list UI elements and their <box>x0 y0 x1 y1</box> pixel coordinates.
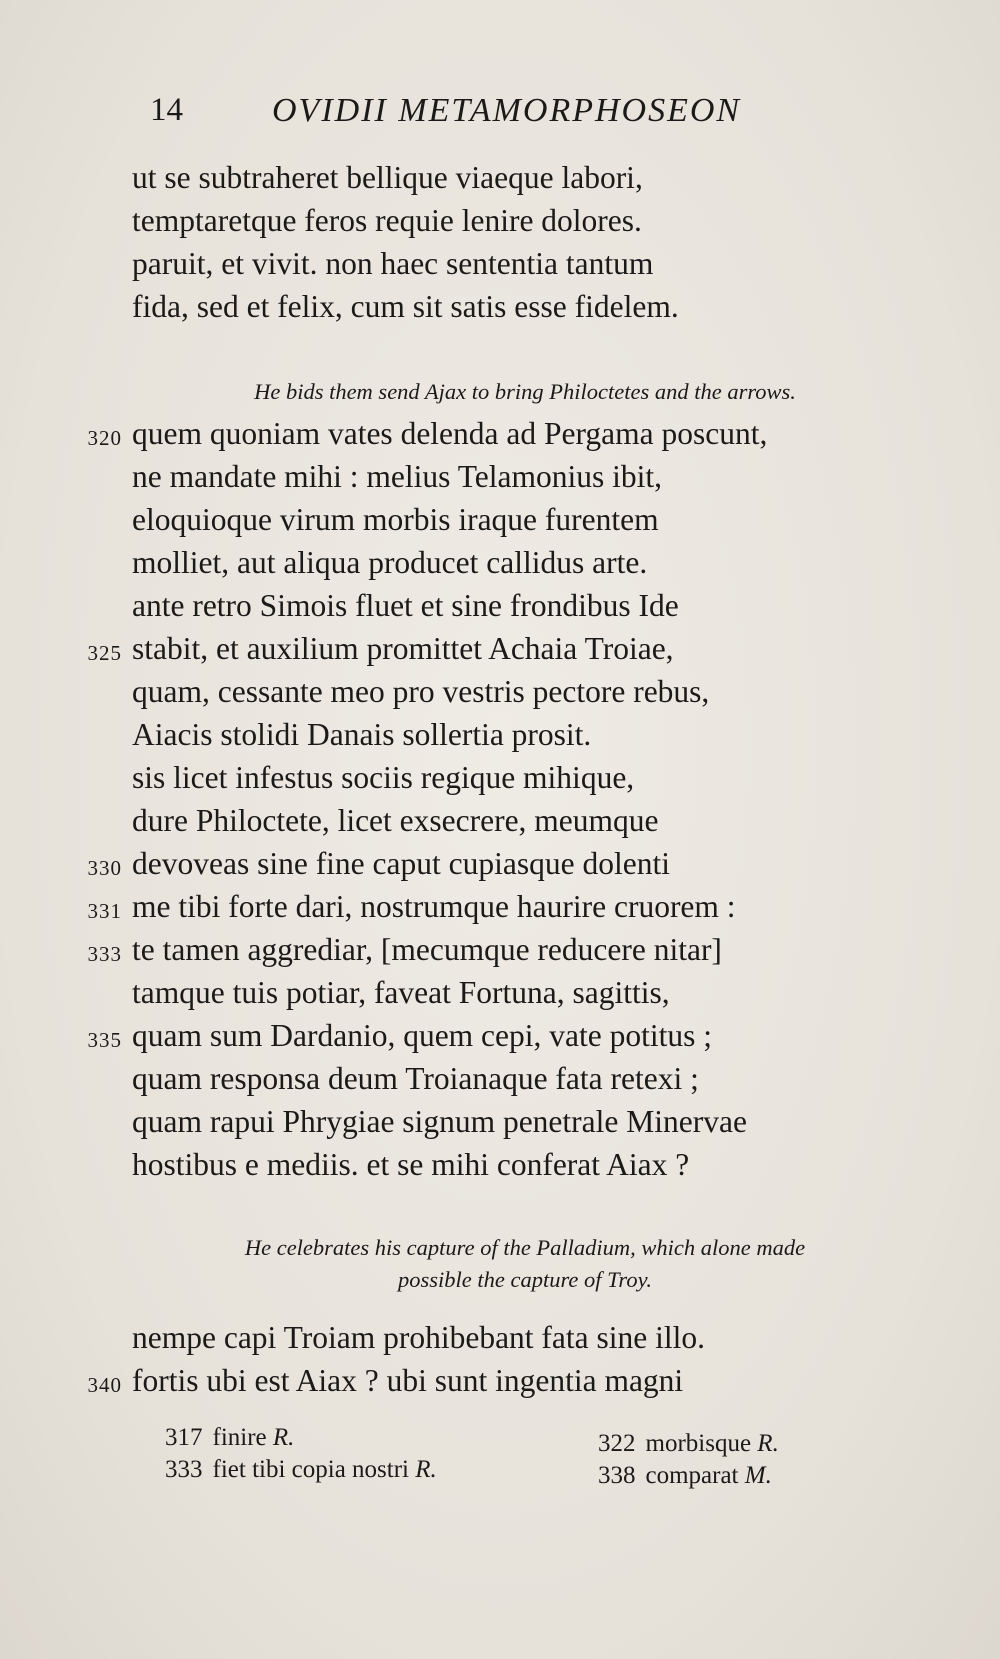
verse-line <box>0 803 1000 846</box>
footnote-number: 333 <box>165 1456 203 1483</box>
verse-line <box>0 246 1000 289</box>
verse-line <box>0 760 1000 803</box>
verse-text: eloquioque virum morbis iraque furentem <box>132 502 659 537</box>
line-number: 331 <box>87 899 122 923</box>
verse-text: ante retro Simois fluet et sine frondibus Ide <box>132 588 679 623</box>
argument-heading-2 <box>120 1232 930 1296</box>
verse-text: stabit, et auxilium promittet Achaia Troiae, <box>132 631 674 666</box>
verse-text: tamque tuis potiar, faveat Fortuna, sagittis, <box>132 975 670 1010</box>
verse-text: quam, cessante meo pro vestris pectore rebus, <box>132 674 710 709</box>
footnote-text: fiet tibi copia nostri <box>212 1456 416 1483</box>
verse-text: nempe capi Troiam prohibebant fata sine illo. <box>132 1320 705 1355</box>
footnote-siglum: R. <box>415 1456 437 1483</box>
line-number: 320 <box>87 426 122 450</box>
argument-heading-2-line1: He celebrates his capture of the Palladium, which alone made <box>244 1235 806 1260</box>
footnote-number: 317 <box>165 1424 203 1451</box>
footnote-text: morbisque <box>645 1430 758 1457</box>
verse-text: me tibi forte dari, nostrumque haurire cruorem : <box>132 889 736 924</box>
verse-line <box>0 975 1000 1018</box>
line-number: 335 <box>87 1028 122 1052</box>
verse-text: Aiacis stolidi Danais sollertia prosit. <box>132 717 592 752</box>
verse-block-2 <box>0 416 1000 1190</box>
verse-line <box>0 932 1000 975</box>
verse-line <box>0 631 1000 674</box>
verse-line <box>0 717 1000 760</box>
footnote-text: comparat <box>645 1462 745 1489</box>
verse-text: hostibus e mediis. et se mihi conferat Aiax ? <box>132 1147 690 1182</box>
verse-text: dure Philoctete, licet exsecrere, meumque <box>132 803 659 838</box>
verse-line <box>0 1018 1000 1061</box>
line-number: 333 <box>87 942 122 966</box>
verse-line <box>0 1320 1000 1363</box>
verse-line <box>0 1147 1000 1190</box>
verse-line <box>0 545 1000 588</box>
footnote-number: 338 <box>598 1462 636 1489</box>
line-number: 325 <box>87 641 122 665</box>
footnote-text: finire <box>212 1424 273 1451</box>
footnote <box>165 1456 437 1484</box>
verse-line <box>0 1104 1000 1147</box>
verse-text: devoveas sine fine caput cupiasque dolenti <box>132 846 670 881</box>
verse-line <box>0 289 1000 332</box>
footnote <box>165 1424 294 1452</box>
footnote-siglum: R. <box>272 1424 295 1451</box>
page-number: 14 <box>150 92 183 128</box>
verse-line <box>0 160 1000 203</box>
verse-text: ut se subtraheret bellique viaeque labori, <box>132 160 643 195</box>
verse-line <box>0 416 1000 459</box>
verse-text: molliet, aut aliqua producet callidus arte. <box>132 545 648 580</box>
verse-line <box>0 674 1000 717</box>
footnote-siglum: R. <box>757 1430 779 1457</box>
argument-heading-2-line2: possible the capture of Troy. <box>398 1267 652 1292</box>
verse-text: fortis ubi est Aiax ? ubi sunt ingentia magni <box>132 1363 684 1398</box>
verse-text: ne mandate mihi : melius Telamonius ibit, <box>132 459 663 494</box>
verse-text: paruit, et vivit. non haec sententia tantum <box>132 246 654 281</box>
verse-text: sis licet infestus sociis regique mihique, <box>132 760 635 795</box>
verse-block-3 <box>0 1320 1000 1406</box>
verse-line <box>0 588 1000 631</box>
verse-line <box>0 1061 1000 1104</box>
verse-text: quem quoniam vates delenda ad Pergama poscunt, <box>132 416 768 451</box>
verse-line <box>0 459 1000 502</box>
verse-text: quam sum Dardanio, quem cepi, vate potitus ; <box>132 1018 712 1053</box>
argument-heading-1: He bids them send Ajax to bring Philoctetes and the arrows. <box>254 379 796 404</box>
verse-line <box>0 889 1000 932</box>
verse-block-1 <box>0 160 1000 332</box>
page-header <box>150 92 850 140</box>
verse-text: quam rapui Phrygiae signum penetrale Minervae <box>132 1104 747 1139</box>
verse-text: quam responsa deum Troianaque fata retexi ; <box>132 1061 699 1096</box>
verse-line <box>0 502 1000 545</box>
verse-text: te tamen aggrediar, [mecumque reducere nitar] <box>132 932 722 967</box>
verse-text: temptaretque feros requie lenire dolores. <box>132 203 642 238</box>
footnote-siglum: M. <box>744 1462 772 1489</box>
running-title: OVIDII METAMORPHOSEON <box>272 92 742 129</box>
footnote <box>598 1462 772 1490</box>
verse-text: fida, sed et felix, cum sit satis esse fidelem. <box>132 289 679 324</box>
footnote <box>598 1430 779 1458</box>
line-number: 330 <box>87 856 122 880</box>
verse-line <box>0 846 1000 889</box>
line-number: 340 <box>87 1373 122 1397</box>
verse-line <box>0 1363 1000 1406</box>
verse-line <box>0 203 1000 246</box>
footnote-number: 322 <box>598 1430 636 1457</box>
